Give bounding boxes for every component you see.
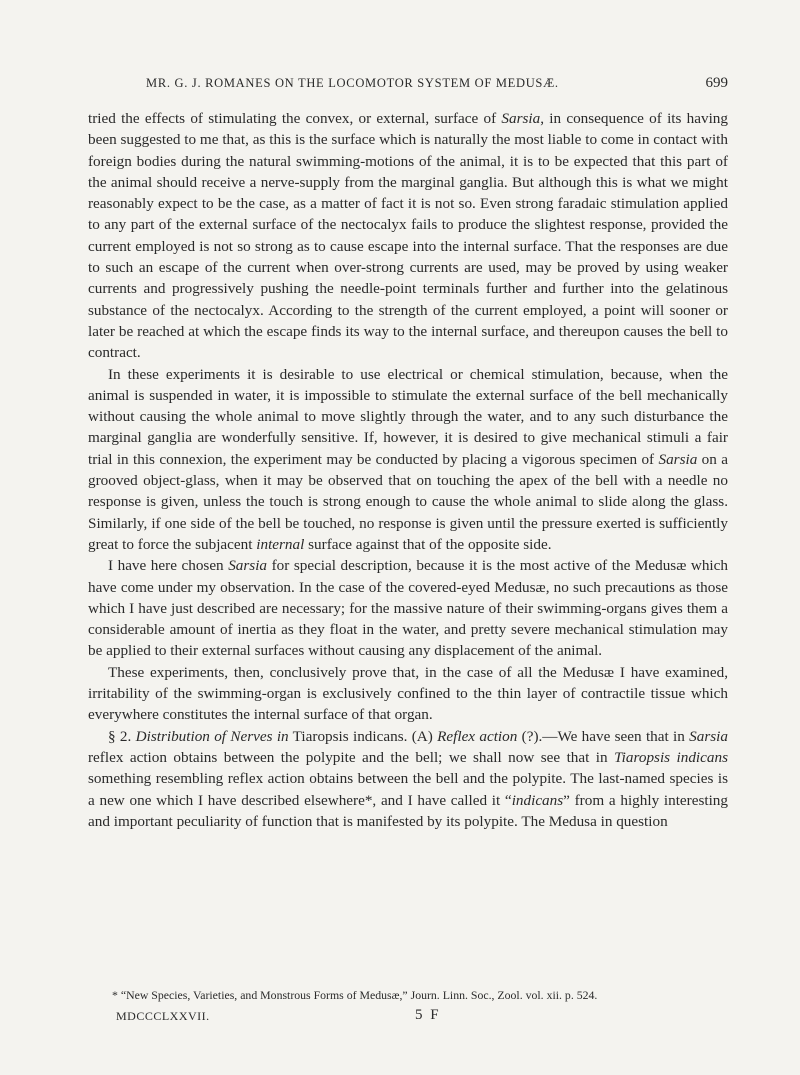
italic-run: Sarsia (501, 110, 541, 127)
text-run: (?).—We have seen that in (517, 727, 690, 745)
text-run: In these experiments it is desirable to use electrical or chemical stimulation, because, when the animal is suspended in water, it is impossible to stimulate the external surface of the bell mechanically without causing the whole animal to move slightly through the water, and to any such disturbance the marginal ganglia are wonderfully sensitive. If, however, it is desired to give mechanical stimuli a fair trial in this connexion, the experiment may be conducted by placing a vigorous specimen of (88, 365, 728, 468)
paragraph-4 (88, 662, 728, 726)
italic-run: Sarsia (658, 450, 698, 468)
text-run: These experiments, then, conclusively prove that, in the case of all the Medusæ I have examined, irritability of the swimming-organ is exclusively confined to the thin layer of contractile tissue which everywhere constitutes the internal surface of that organ. (88, 663, 728, 724)
text-run: reflex action obtains between the polypite and the bell; we shall now see that in (88, 748, 615, 766)
running-title: MR. G. J. ROMANES ON THE LOCOMOTOR SYSTEM OF MEDUSÆ. (146, 76, 559, 90)
text-run: something resembling reflex action obtains between the bell and the polypite. The last-named species is a new one which I have described elsewhere*, and I have called it “ (88, 770, 728, 809)
italic-run: indicans (511, 791, 564, 809)
body-text (88, 108, 728, 832)
paragraph-1 (88, 108, 728, 364)
italic-run: Reflex action (437, 727, 518, 745)
text-run: tried the effects of stimulating the convex, or external, surface of (88, 110, 502, 127)
text-run: I have here chosen (108, 557, 229, 575)
text-run: Tiaropsis indicans. (A) (288, 727, 438, 745)
imprint-year: MDCCCLXXVII. (116, 1009, 210, 1023)
text-run: surface against that of the opposite side. (304, 535, 552, 553)
italic-run: internal (256, 535, 305, 553)
italic-run: Sarsia (228, 557, 268, 575)
page-number: 699 (705, 75, 728, 91)
running-head (88, 76, 728, 96)
italic-run: Sarsia (689, 727, 728, 745)
text-run: ” from a highly interesting and important peculiarity of function that is manifested by its polypite. The Medusa in question (88, 791, 728, 830)
text-run: for special description, because it is the most active of the Medusæ which have come under my observation. In the case of the covered-eyed Medusæ, no such precautions as those which I have just described are necessary; for the massive nature of their swimming-organs gives them a considerable amount of inertia as they float in the water, and pretty severe mechanical stimulation may be applied to their external surfaces without causing any displacement of the animal. (88, 557, 728, 660)
italic-run: Tiaropsis indicans (614, 748, 728, 766)
text-run: on a grooved object-glass, when it may be observed that on touching the apex of the bell with a needle no response is given, unless the touch is strong enough to cause the whole animal to slide along the glass. Similarly, if one side of the bell be touched, no response is given until the pressure exerted is sufficiently great to force the subjacent (88, 450, 728, 553)
footnote: * “New Species, Varieties, and Monstrous Forms of Medusæ,” Journ. Linn. Soc., Zool. vol. xii. p. 524. (112, 988, 598, 1002)
footer (88, 1009, 728, 1027)
italic-run: Distribution of Nerves in (135, 727, 289, 745)
paragraph-5-section-2 (88, 726, 728, 832)
text-run: , in consequence of its having been suggested to me that, as this is the surface which is naturally the most liable to come in contact with foreign bodies during the natural swimming-motions of the animal, it is to be expected that this part of the animal should receive a nerve-supply from the marginal ganglia. But although this is what we might reasonably expect to be the case, as a matter of fact it is not so. Even strong faradaic stimulation applied to any part of the external surface of the nectocalyx fails to produce the slightest response, provided the current employed is not so strong as to cause escape into the internal surface. That the responses are due to such an escape of the current when over-strong currents are used, may be proved by using weaker currents and progressively pushing the needle-point terminals further and further into the gelatinous substance of the nectocalyx. According to the strength of the current employed, a point will sooner or later be reached at which the escape finds its way to the internal surface, and thereupon causes the bell to contract. (88, 110, 728, 362)
paragraph-2 (88, 364, 728, 556)
signature-mark: 5 F (415, 1007, 441, 1023)
text-run: § 2. (108, 727, 136, 745)
paragraph-3 (88, 555, 728, 661)
